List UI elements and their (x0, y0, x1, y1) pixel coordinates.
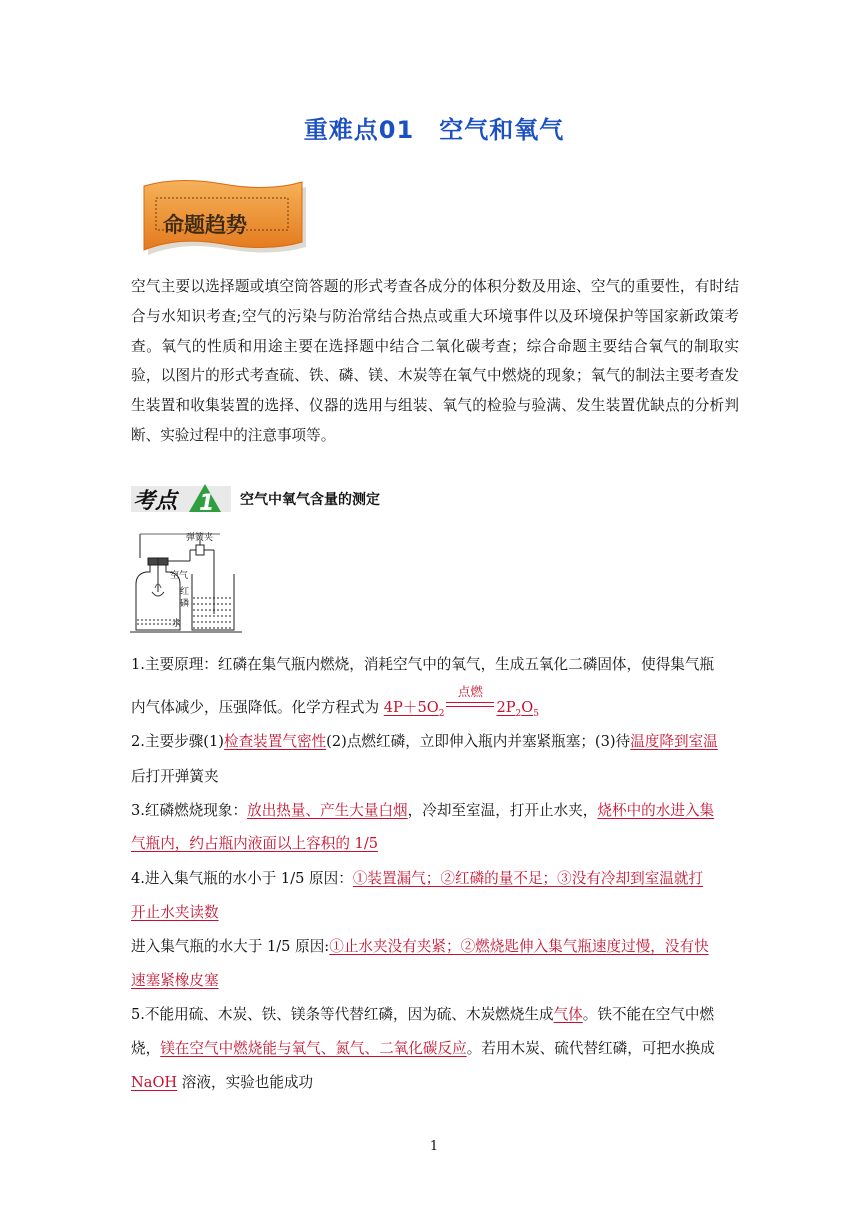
point-4-line-c: 进入集气瓶的水大于 1/5 原因:①止水夹没有夹紧；②燃烧匙伸入集气瓶速度过慢，没有快 (131, 938, 709, 955)
label-phosphorus: 磷 (180, 599, 190, 609)
apparatus-diagram (128, 528, 246, 636)
point-3-line-a: 3.红磷燃烧现象：放出热量、产生大量白烟，冷却至室温，打开止水夹，烧杯中的水进入集 (131, 802, 715, 819)
point-3-line-b: 气瓶内，约占瓶内液面以上容积的 1/5 (131, 835, 379, 852)
label-spring-clip: 弹簧夹 (186, 533, 214, 543)
kaodian-tag (131, 482, 231, 514)
intro-paragraph: 空气主要以选择题或填空筒答题的形式考查各成分的体积分数及用途、空气的重要性，有时结合与水知识考查;空气的污染与防治常结合热点或重大环境事件以及环境保护等国家新政策考查。氧气的性质和用途主要在选择题中结合二氧化碳考查；综合命题主要结合氧气的制取实验，以图片的形式考查硫、铁、磷、镁、木炭等在氧气中燃烧的现象；氧气的制法主要考查发生装置和收集装置的选择、仪器的选用与组装、氧气的检验与验满、发生装置优缺点的分析判断、实验过程中的注意事项等。 (131, 278, 739, 444)
label-water: 水 (172, 619, 182, 629)
point-2-line-b: 后打开弹簧夹 (131, 768, 219, 785)
banner-label: 命题趋势 (163, 213, 247, 237)
page-title: 重难点01 空气和氧气 (303, 116, 565, 144)
point-4-line-b: 开止水夹读数 (131, 904, 219, 921)
label-air: 空气 (170, 571, 189, 581)
kaodian-tag-text: 考点 (133, 489, 178, 514)
point-5-line-c: NaOH 溶液，实验也能成功 (131, 1074, 314, 1091)
point-5-line-a: 5.不能用硫、木炭、铁、镁条等代替红磷，因为硫、木炭燃烧生成气体。铁不能在空气中燃 (131, 1006, 715, 1023)
kaodian-title: 空气中氧气含量的测定 (240, 492, 380, 508)
point-4-line-d: 速塞紧橡皮塞 (131, 972, 219, 989)
point-2-line-a: 2.主要步骤(1)检查装置气密性(2)点燃红磷，立即伸入瓶内并塞紧瓶塞；(3)待温度降到室温 (131, 733, 718, 750)
point-5-line-b: 烧，镁在空气中燃烧能与氧气、氮气、二氧化碳反应。若用木炭、硫代替红磷，可把水换成 (131, 1040, 715, 1057)
label-red: 红 (180, 587, 190, 597)
point-1-line-b: 内气体减少，压强降低。化学方程式为 $4P+5O_2$ 点燃 $2P_2O_5$ (131, 684, 539, 719)
point-1-line-a: 1.主要原理：红磷在集气瓶内燃烧，消耗空气中的氧气，生成五氧化二磷固体，使得集气瓶 (131, 656, 715, 673)
page-number: 1 (429, 1139, 439, 1154)
kaodian-number: 1 (199, 491, 215, 514)
point-4-line-a: 4.进入集气瓶的水小于 1/5 原因：①装置漏气；②红磷的量不足；③没有冷却到室温就打 (131, 870, 704, 887)
equation-condition: 点燃 (457, 684, 483, 699)
chemical-equation: $4P+5O_2$ 点燃 $2P_2O_5$ (383, 684, 539, 719)
